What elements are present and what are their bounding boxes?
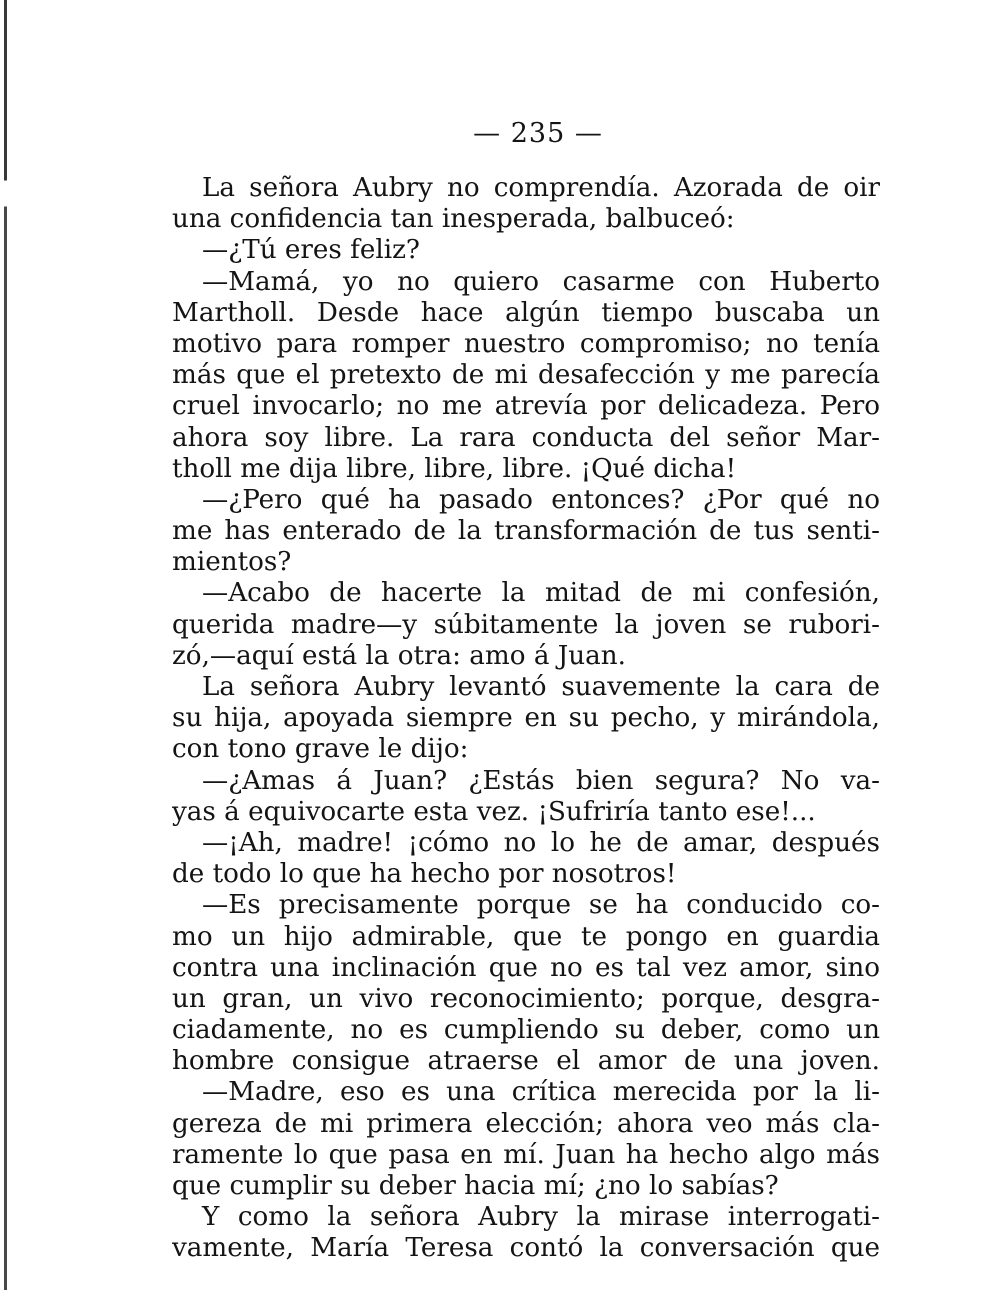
text-line: —Acabo de hacerte la mitad de mi confesión, <box>202 578 880 609</box>
page-number: — 235 — <box>473 118 603 149</box>
text-line: yas á equivocarte esta vez. ¡Sufriría tanto ese!... <box>172 796 816 827</box>
text-line: mientos? <box>172 547 292 578</box>
text-line: con tono grave le dijo: <box>172 734 469 765</box>
text-line: ciadamente, no es cumpliendo su deber, como un <box>172 1015 880 1046</box>
text-line: —¿Amas á Juan? ¿Estás bien segura? No va- <box>202 765 880 796</box>
text-line: vamente, María Teresa contó la conversación que <box>172 1233 880 1264</box>
text-line: —Madre, eso es una crítica merecida por la li- <box>202 1077 880 1108</box>
text-line: La señora Aubry levantó suavemente la cara de <box>202 672 880 702</box>
text-line: —¿Tú eres feliz? <box>202 235 420 266</box>
text-line: ramente lo que pasa en mí. Juan ha hecho algo más <box>172 1139 880 1170</box>
text-line: motivo para romper nuestro compromiso; no tenía <box>172 328 880 359</box>
text-line: querida madre—y súbitamente la joven se rubori- <box>172 609 880 640</box>
text-line: La señora Aubry no comprendía. Azorada de oir <box>202 173 880 203</box>
text-line: hombre consigue atraerse el amor de una joven. <box>172 1046 880 1077</box>
text-line: tholl me dija libre, libre, libre. ¡Qué dicha! <box>172 453 737 484</box>
text-line: cruel invocarlo; no me atrevía por delicadeza. Pero <box>172 391 880 422</box>
text-line: ahora soy libre. La rara conducta del señor Mar- <box>172 422 880 453</box>
text-line: que cumplir su deber hacia mí; ¿no lo sabías? <box>172 1171 779 1201</box>
text-line: —Es precisamente porque se ha conducido co- <box>202 890 880 921</box>
text-line: —¡Ah, madre! ¡cómo no lo he de amar, después <box>202 827 880 858</box>
text-line: me has enterado de la transformación de tus senti- <box>172 516 880 547</box>
text-line: Y como la señora Aubry la mirase interrogati- <box>202 1202 880 1233</box>
text-line: contra una inclinación que no es tal vez amor, sino <box>172 952 880 983</box>
page-binding-edge <box>4 0 7 1290</box>
text-line: —Mamá, yo no quiero casarme con Huberto <box>202 266 880 297</box>
text-line: zó,—aquí está la otra: amo á Juan. <box>172 640 626 671</box>
text-line: Martholl. Desde hace algún tiempo buscaba un <box>172 297 880 328</box>
text-line: un gran, un vivo reconocimiento; porque, desgra- <box>172 983 880 1014</box>
text-line: una confidencia tan inesperada, balbuceó: <box>172 204 735 235</box>
text-line: su hija, apoyada siempre en su pecho, y mirándola, <box>172 703 880 734</box>
text-line: más que el pretexto de mi desafección y me parecía <box>172 360 880 391</box>
text-line: de todo lo que ha hecho por nosotros! <box>172 859 677 890</box>
text-line: —¿Pero qué ha pasado entonces? ¿Por qué no <box>202 484 880 515</box>
text-line: mo un hijo admirable, que te pongo en guardia <box>172 921 880 952</box>
body-text <box>172 173 880 1265</box>
text-line: gereza de mi primera elección; ahora veo más cla- <box>172 1108 880 1139</box>
